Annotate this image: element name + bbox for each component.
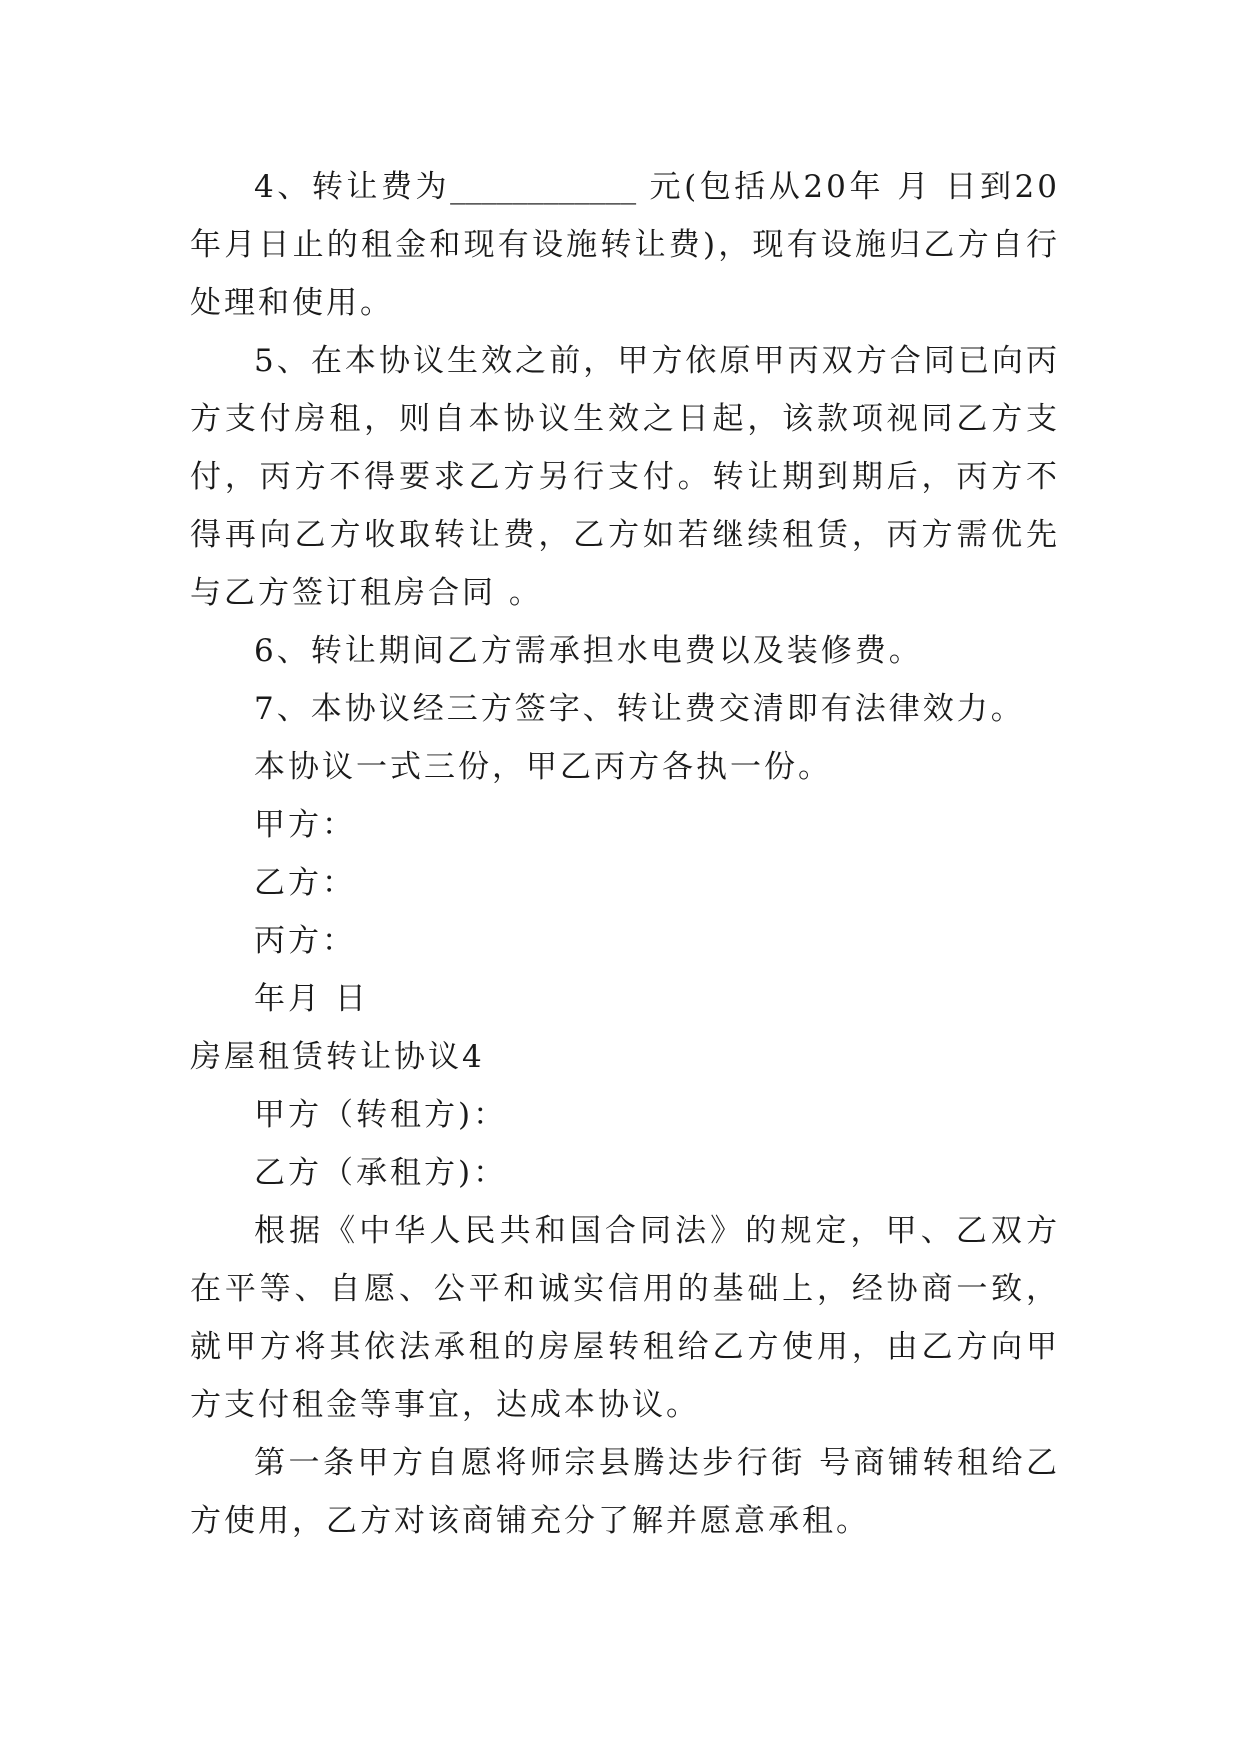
- sublessor-line: 甲方（转租方)：: [254, 1097, 508, 1133]
- transfer-fee-blank: ____________: [450, 169, 637, 205]
- article-1: 第一条甲方自愿将师宗县腾达步行街 号商铺转租给乙方使用，乙方对该商铺充分了解并愿意承租。: [190, 1445, 1060, 1539]
- clause-5: 5、在本协议生效之前，甲方依原甲丙双方合同已向丙方支付房租，则自本协议生效之日起，该款项视同乙方支付，丙方不得要求乙方另行支付。转让期到期后，丙方不得再向乙方收取转让费，乙方如若继续租赁，丙方需优先与乙方签订租房合同 。: [190, 343, 1060, 611]
- party-b-signature-line: 乙方：: [254, 865, 356, 901]
- clause-6: 6、转让期间乙方需承担水电费以及装修费。: [254, 633, 923, 669]
- date-line: 年月 日: [254, 981, 369, 1017]
- document-body: [190, 158, 1060, 1550]
- section-title: 房屋租赁转让协议4: [190, 1039, 485, 1075]
- clause-4: [190, 158, 1060, 332]
- party-c-signature-line: 丙方：: [254, 923, 356, 959]
- clause-4-text-start: 4、转让费为: [254, 169, 451, 205]
- clause-4-text-end: 元(包括从20年 月 日到20年月日止的租金和现有设施转让费)，现有设施归乙方自行处理和使用。: [190, 169, 1060, 321]
- sublessee-line: 乙方（承租方)：: [254, 1155, 508, 1191]
- party-a-signature-line: 甲方：: [254, 807, 356, 843]
- copies-note: 本协议一式三份，甲乙丙方各执一份。: [254, 749, 832, 785]
- preamble-paragraph: 根据《中华人民共和国合同法》的规定，甲、乙双方在平等、自愿、公平和诚实信用的基础上，经协商一致，就甲方将其依法承租的房屋转租给乙方使用，由乙方向甲方支付租金等事宜，达成本协议。: [190, 1213, 1060, 1423]
- clause-7: 7、本协议经三方签字、转让费交清即有法律效力。: [254, 691, 1025, 727]
